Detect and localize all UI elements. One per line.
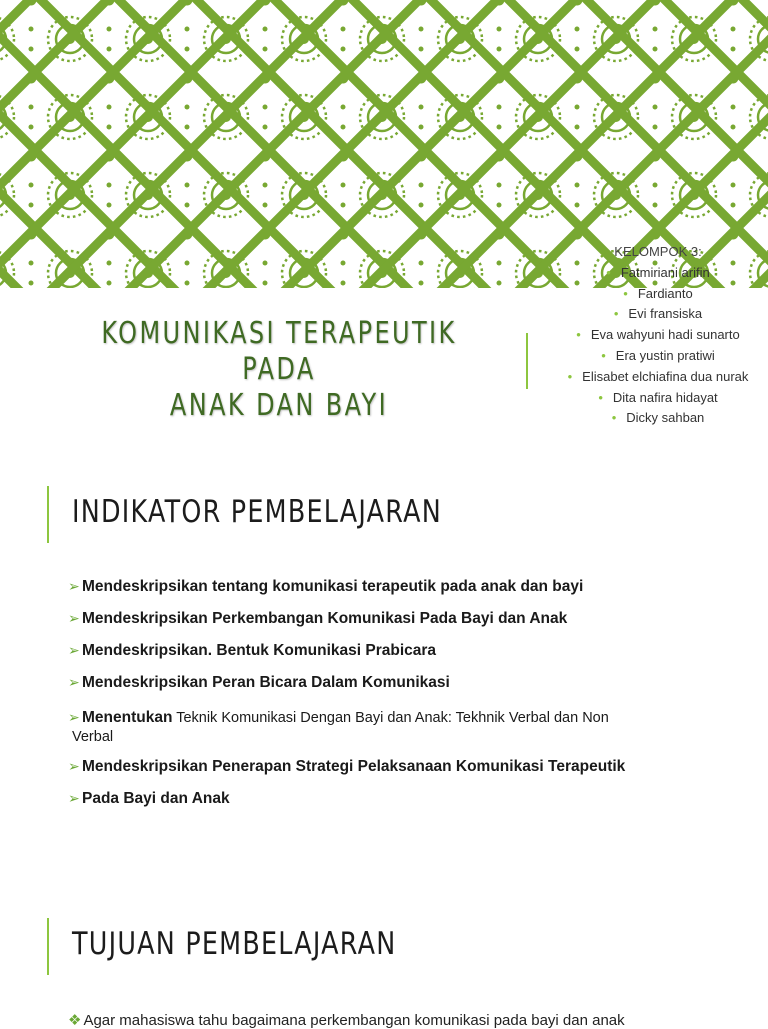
list-item-text: Pada Bayi dan Anak (82, 790, 230, 807)
arrow-bullet-icon: ➢ (68, 610, 80, 626)
list-item (68, 578, 583, 596)
list-item-bold-text: Menentukan (82, 709, 173, 726)
member-item: • Fatmiriani arifin (548, 263, 768, 284)
list-item (68, 1011, 748, 1029)
indikator-heading: INDIKATOR PEMBELAJARAN (72, 494, 442, 530)
list-item (68, 642, 436, 660)
list-item-text: Mendeskripsikan. Bentuk Komunikasi Prabicara (82, 642, 437, 659)
arrow-bullet-icon: ➢ (68, 578, 80, 594)
member-item: • Elisabet elchiafina dua nurak (548, 367, 768, 388)
heading-accent-bar (47, 918, 49, 975)
list-item-text: Mendeskripsikan Perkembangan Komunikasi Pada Bayi dan Anak (82, 610, 568, 627)
group-label: KELOMPOK 3: (614, 244, 702, 259)
tujuan-heading: TUJUAN PEMBELAJARAN (72, 926, 397, 962)
list-item-text: Mendeskripsikan Peran Bicara Dalam Komunikasi (82, 674, 450, 691)
slide-title-line-1: KOMUNIKASI TERAPEUTIK PADA (101, 316, 457, 387)
group-member-list (548, 242, 768, 429)
list-item-continuation: Verbal (72, 729, 114, 745)
member-item: • Dicky sahban (548, 408, 768, 429)
list-item-text: Mendeskripsikan Penerapan Strategi Pelaksanaan Komunikasi Terapeutik (82, 758, 626, 775)
list-item-text: Agar mahasiswa tahu bagaimana perkembangan komunikasi pada bayi dan anak (83, 1012, 625, 1029)
arrow-bullet-icon: ➢ (68, 709, 80, 725)
member-item: • Eva wahyuni hadi sunarto (548, 325, 768, 346)
slide-title (88, 316, 470, 424)
member-item: • Dita nafira hidayat (548, 388, 768, 409)
member-item: • Era yustin pratiwi (548, 346, 768, 367)
arrow-bullet-icon: ➢ (68, 790, 80, 806)
list-item (68, 708, 702, 747)
arrow-bullet-icon: ➢ (68, 642, 80, 658)
diamond-bullet-icon: ❖ (68, 1012, 82, 1029)
list-item (68, 674, 450, 692)
member-item: • Evi fransiska (548, 304, 768, 325)
member-item: • Fardianto (548, 284, 768, 305)
heading-accent-bar (47, 486, 49, 543)
list-item-text: Teknik Komunikasi Dengan Bayi dan Anak: Tekhnik Verbal dan Non (172, 710, 609, 726)
list-item-text: Mendeskripsikan tentang komunikasi terapeutik pada anak dan bayi (82, 578, 584, 595)
list-item (68, 758, 625, 776)
list-item (68, 790, 230, 808)
arrow-bullet-icon: ➢ (68, 758, 80, 774)
arrow-bullet-icon: ➢ (68, 674, 80, 690)
slide-title-line-2: ANAK DAN BAYI (169, 388, 389, 423)
list-item (68, 610, 567, 628)
title-divider (526, 333, 528, 389)
